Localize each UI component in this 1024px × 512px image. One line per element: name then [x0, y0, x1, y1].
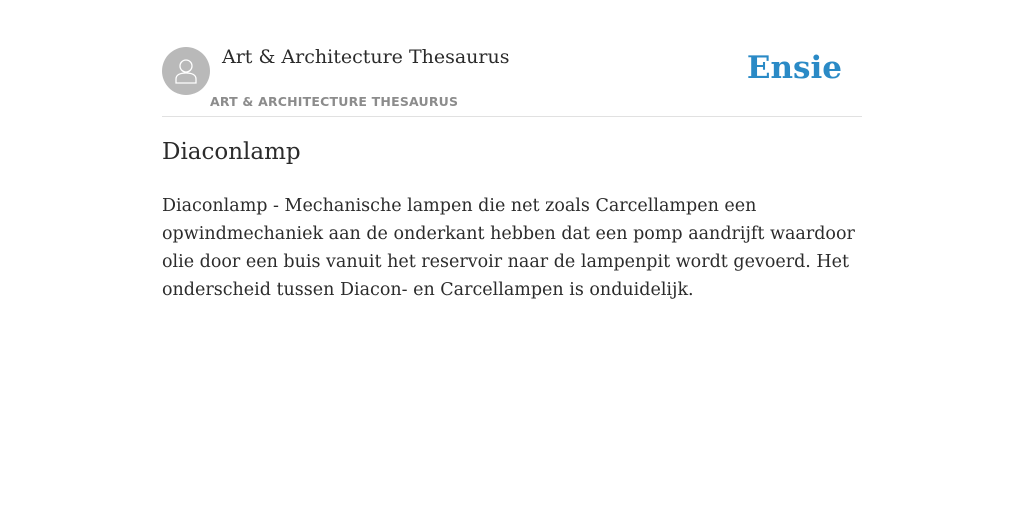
user-icon	[171, 56, 201, 86]
article-body: Diaconlamp - Mechanische lampen die net zoals Carcellampen een opwindmechaniek aan de onderkant hebben dat een pomp aandrijft waardoor olie door een buis vanuit het reservoir naar de lampenpit wordt gevoerd. Het onderscheid tussen Diacon- en Carcellampen is onduidelijk.	[162, 196, 855, 300]
ensie-logo[interactable]: Ensie	[746, 50, 842, 86]
page-title: Diaconlamp	[162, 139, 301, 165]
author-subtitle: ART & ARCHITECTURE THESAURUS	[210, 94, 459, 109]
author-header	[162, 44, 862, 117]
avatar[interactable]	[162, 47, 210, 95]
author-name[interactable]: Art & Architecture Thesaurus	[222, 46, 510, 68]
